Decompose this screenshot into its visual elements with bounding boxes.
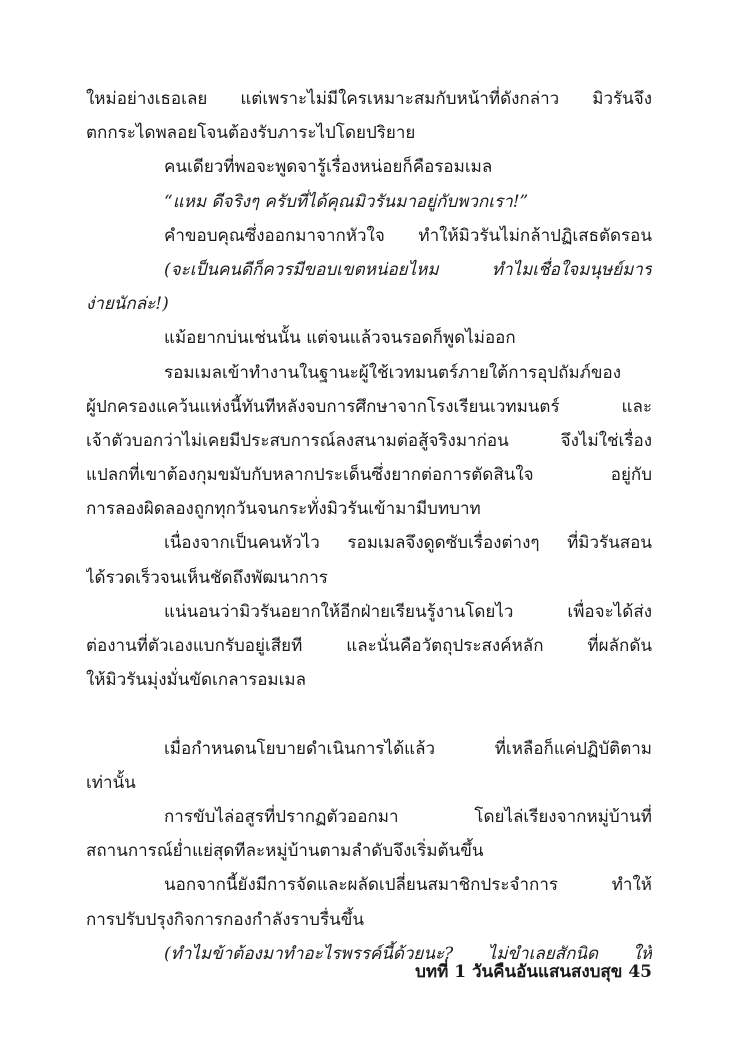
text-line: แม้อยากบ่นเช่นนั้น แต่จนแล้วจนรอดก็พูดไม่ออก [164,328,516,349]
body-text [86,82,652,971]
text-line: ให้มิวรันมุ่งมั่นขัดเกลารอมเมล [86,670,307,691]
text-line: ผู้ปกครองแคว้นแห่งนี้ทันทีหลังจบการศึกษาจากโรงเรียนเวทมนตร์ และ [86,396,652,417]
text-line: ใหม่อย่างเธอเลย แต่เพราะไม่มีใครเหมาะสมกับหน้าที่ดังกล่าว มิวรันจึง [86,89,652,109]
text-line: แน่นอนว่ามิวรันอยากให้อีกฝ่ายเรียนรู้งานโดยไว เพื่อจะได้ส่ง [164,601,652,622]
text-line: การขับไล่อสูรที่ปรากฏตัวออกมา โดยไล่เรียงจากหมู่บ้านที่ [164,806,652,827]
page-number: 45 [628,962,652,982]
text-line: เมื่อกำหนดนโยบายดำเนินการได้แล้ว ที่เหลือก็แค่ปฏิบัติตาม [164,738,652,759]
text-line: ได้รวดเร็วจนเห็นชัดถึงพัฒนาการ [86,567,328,588]
text-line: การลองผิดลองถูกทุกวันจนกระทั่งมิวรันเข้ามามีบทบาท [86,499,481,520]
text-line: ต่องานที่ตัวเองแบกรับอยู่เสียที และนั่นคือวัตถุประสงค์หลัก ที่ผลักดัน [86,636,652,656]
thought-line: ง่ายนักล่ะ!) [86,294,169,315]
thought-line: (จะเป็นคนดีก็ควรมีขอบเขตหน่อยไหม ทำไมเชื่อใจมนุษย์มาร [164,259,652,280]
text-line: การปรับปรุงกิจการกองกำลังราบรื่นขึ้น [86,909,364,930]
thought-line: (ทำไมข้าต้องมาทำอะไรพรรค์นี้ด้วยนะ? ไม่ขำเลยสักนิด ให้ [164,943,652,964]
text-line: คำขอบคุณซึ่งออกมาจากหัวใจ ทำให้มิวรันไม่กล้าปฏิเสธตัดรอน [164,225,652,246]
text-line: เนื่องจากเป็นคนหัวไว รอมเมลจึงดูดซับเรื่องต่างๆ ที่มิวรันสอน [164,533,652,554]
text-line: คนเดียวที่พอจะพูดจารู้เรื่องหน่อยก็คือรอมเมล [164,157,493,178]
dialogue-line: “แหม ดีจริงๆ ครับที่ได้คุณมิวรันมาอยู่กับพวกเรา!” [164,191,529,212]
section-break [86,697,652,731]
page-footer [415,958,652,985]
text-line: รอมเมลเข้าทำงานในฐานะผู้ใช้เวทมนตร์ภายใต้การอุปถัมภ์ของ [164,362,621,383]
text-line: ตกกระไดพลอยโจนต้องรับภาระไปโดยปริยาย [86,123,416,144]
text-line: นอกจากนี้ยังมีการจัดและผลัดเปลี่ยนสมาชิกประจำการ ทำให้ [164,875,652,896]
text-line: เท่านั้น [86,772,136,793]
text-line: เจ้าตัวบอกว่าไม่เคยมีประสบการณ์ลงสนามต่อสู้จริงมาก่อน จึงไม่ใช่เรื่อง [86,430,652,451]
text-line: สถานการณ์ย่ำแย่สุดทีละหมู่บ้านตามลำดับจึงเริ่มต้นขึ้น [86,841,484,862]
chapter-title: บทที่ 1 วันคืนอันแสนสงบสุข [415,962,623,982]
text-line: แปลกที่เขาต้องกุมขมับกับหลากประเด็นซึ่งยากต่อการตัดสินใจ อยู่กับ [86,465,652,486]
